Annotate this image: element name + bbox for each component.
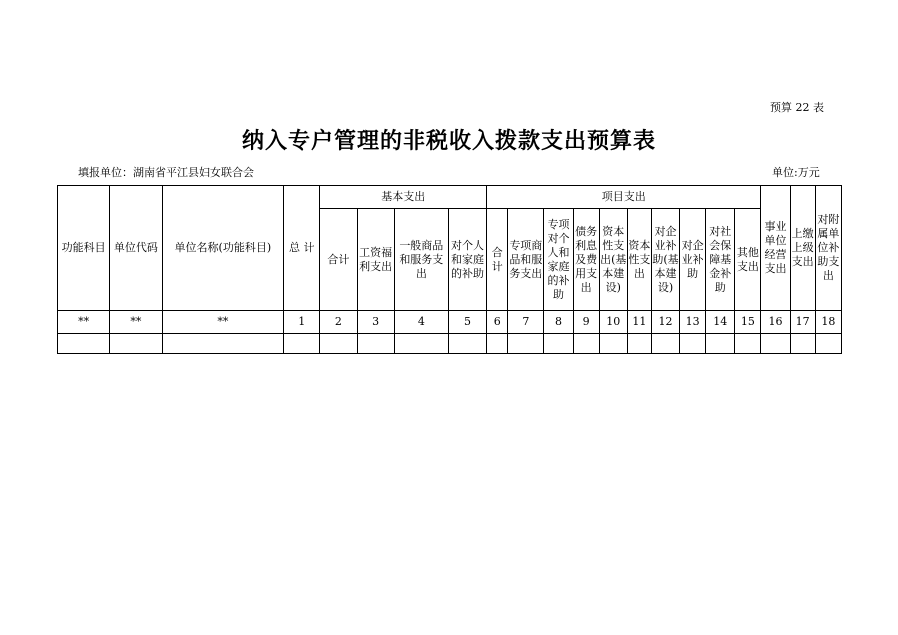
header-basic-subtotal: 合计: [320, 209, 357, 311]
empty-cell: [284, 334, 320, 354]
header-project-subtotal: 合计: [487, 209, 508, 311]
index-row: [58, 311, 842, 334]
empty-cell: [320, 334, 357, 354]
empty-cell: [627, 334, 651, 354]
index-cell: 15: [735, 311, 761, 334]
budget-table: [57, 185, 842, 354]
header-basic-goods-services: 一般商品和服务支出: [394, 209, 448, 311]
index-cell: 10: [599, 311, 627, 334]
header-basic-wages: 工资福利支出: [357, 209, 394, 311]
header-project-enterprise-construction: 对企业补助(基本建设): [651, 209, 679, 311]
index-cell: 12: [651, 311, 679, 334]
index-cell: 13: [680, 311, 706, 334]
header-function-subject: 功能科目: [58, 186, 110, 311]
index-cell: 18: [815, 311, 841, 334]
empty-cell: [790, 334, 815, 354]
header-unit-name: 单位名称(功能科目): [162, 186, 284, 311]
header-project-other: 其他支出: [735, 209, 761, 311]
index-cell: 11: [627, 311, 651, 334]
empty-cell: [599, 334, 627, 354]
empty-cell: [815, 334, 841, 354]
header-subsidiary-subsidy: 对附属单位补助支出: [815, 186, 841, 311]
header-total: 总 计: [284, 186, 320, 311]
header-unit-code: 单位代码: [110, 186, 162, 311]
index-cell: 3: [357, 311, 394, 334]
empty-cell: [110, 334, 162, 354]
filler-unit: 填报单位：湖南省平江县妇女联合会: [78, 166, 254, 179]
empty-cell: [706, 334, 735, 354]
index-cell: **: [162, 311, 284, 334]
index-cell: 4: [394, 311, 448, 334]
empty-cell: [544, 334, 573, 354]
header-project-enterprise-subsidy: 对企业补助: [680, 209, 706, 311]
header-remit-superior: 上缴上级支出: [790, 186, 815, 311]
index-cell: 6: [487, 311, 508, 334]
empty-cell: [394, 334, 448, 354]
empty-cell: [651, 334, 679, 354]
header-project-capital-construction: 资本性支出(基本建设): [599, 209, 627, 311]
index-cell: **: [110, 311, 162, 334]
header-project-capital: 资本性支出: [627, 209, 651, 311]
header-project-expenditure: 项目支出: [487, 186, 761, 209]
header-project-debt-interest: 债务利息及费用支出: [573, 209, 599, 311]
amount-unit: 单位:万元: [772, 166, 820, 179]
header-basic-expenditure: 基本支出: [320, 186, 487, 209]
empty-cell: [58, 334, 110, 354]
empty-cell: [448, 334, 486, 354]
empty-cell: [680, 334, 706, 354]
empty-cell: [508, 334, 544, 354]
header-project-social-security: 对社会保障基金补助: [706, 209, 735, 311]
index-cell: 2: [320, 311, 357, 334]
header-project-household-subsidy: 专项对个人和家庭的补助: [544, 209, 573, 311]
header-business-operating: 事业单位经营支出: [761, 186, 790, 311]
empty-cell: [735, 334, 761, 354]
empty-data-row: [58, 334, 842, 354]
empty-cell: [573, 334, 599, 354]
empty-cell: [487, 334, 508, 354]
header-basic-household-subsidy: 对个人和家庭的补助: [448, 209, 486, 311]
index-cell: 5: [448, 311, 486, 334]
index-cell: 1: [284, 311, 320, 334]
empty-cell: [162, 334, 284, 354]
index-cell: 9: [573, 311, 599, 334]
index-cell: 7: [508, 311, 544, 334]
form-number: 预算 22 表: [770, 101, 824, 114]
index-cell: 8: [544, 311, 573, 334]
empty-cell: [357, 334, 394, 354]
index-cell: **: [58, 311, 110, 334]
index-cell: 14: [706, 311, 735, 334]
page-title: 纳入专户管理的非税收入拨款支出预算表: [241, 129, 656, 154]
empty-cell: [761, 334, 790, 354]
header-project-goods-services: 专项商品和服务支出: [508, 209, 544, 311]
index-cell: 17: [790, 311, 815, 334]
index-cell: 16: [761, 311, 790, 334]
